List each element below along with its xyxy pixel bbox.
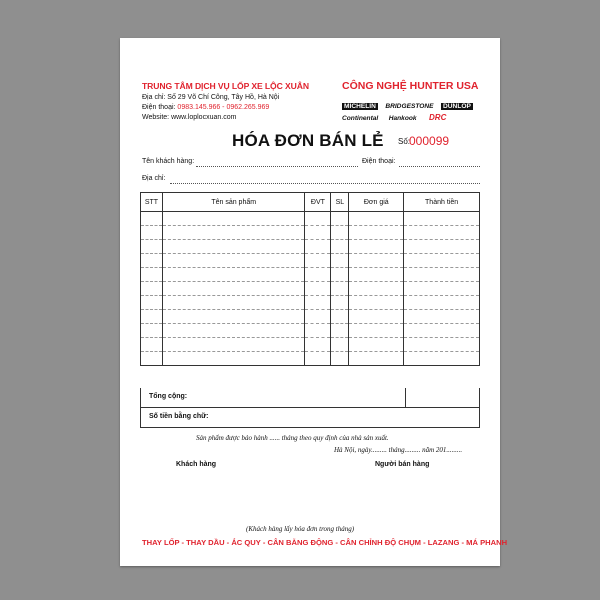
table-cell[interactable]	[331, 296, 349, 310]
table-cell[interactable]	[404, 268, 480, 282]
table-row	[141, 324, 480, 338]
table-cell[interactable]	[305, 338, 331, 352]
brand-row-2	[342, 107, 446, 125]
table-row	[141, 310, 480, 324]
table-row	[141, 254, 480, 268]
total-divider	[405, 388, 406, 407]
table-cell[interactable]	[331, 240, 349, 254]
customer-name-label: Tên khách hàng:	[142, 158, 195, 165]
col-header-stt: STT	[141, 193, 163, 212]
customer-address-line[interactable]	[170, 183, 480, 184]
table-cell[interactable]	[141, 254, 163, 268]
table-row	[141, 282, 480, 296]
date-line: Hà Nội, ngày......... tháng......... năm 201.........	[334, 446, 463, 454]
footer-note: (Khách hàng lấy hóa đơn trong tháng)	[246, 525, 355, 533]
table-cell[interactable]	[141, 352, 163, 366]
michelin-logo: MICHELIN	[344, 103, 376, 110]
drc-logo: DRC	[429, 113, 447, 122]
table-cell[interactable]	[162, 268, 304, 282]
table-cell[interactable]	[404, 226, 480, 240]
customer-name-line[interactable]	[196, 166, 358, 167]
table-cell[interactable]	[305, 296, 331, 310]
table-cell[interactable]	[331, 338, 349, 352]
table-cell[interactable]	[162, 212, 304, 226]
table-cell[interactable]	[349, 338, 404, 352]
tech-heading: CÔNG NGHỆ HUNTER USA	[342, 80, 479, 92]
dunlop-logo: DUNLOP	[443, 103, 471, 110]
col-header-unit: ĐVT	[305, 193, 331, 212]
table-cell[interactable]	[305, 240, 331, 254]
table-cell[interactable]	[349, 296, 404, 310]
table-cell[interactable]	[305, 282, 331, 296]
table-cell[interactable]	[404, 352, 480, 366]
table-cell[interactable]	[305, 310, 331, 324]
table-cell[interactable]	[162, 226, 304, 240]
company-address	[142, 94, 279, 101]
table-cell[interactable]	[305, 268, 331, 282]
total-row	[140, 388, 480, 408]
seller-signature-label: Người bán hàng	[375, 461, 430, 468]
company-phone	[142, 104, 269, 111]
customer-signature-label: Khách hàng	[176, 461, 217, 468]
table-cell[interactable]	[331, 310, 349, 324]
table-cell[interactable]	[162, 296, 304, 310]
total-label: Tổng cộng:	[149, 393, 188, 400]
website-label: Website:	[142, 114, 170, 121]
table-cell[interactable]	[141, 296, 163, 310]
table-cell[interactable]	[349, 268, 404, 282]
table-cell[interactable]	[305, 324, 331, 338]
bridgestone-logo: BRIDGESTONE	[385, 103, 434, 110]
table-cell[interactable]	[404, 296, 480, 310]
customer-phone-line[interactable]	[399, 166, 480, 167]
table-cell[interactable]	[349, 324, 404, 338]
items-table	[140, 192, 480, 366]
amount-in-words-row	[140, 408, 480, 428]
col-header-amount: Thành tiền	[404, 193, 480, 212]
table-cell[interactable]	[141, 212, 163, 226]
table-cell[interactable]	[141, 324, 163, 338]
table-cell[interactable]	[404, 338, 480, 352]
col-header-price: Đơn giá	[349, 193, 404, 212]
table-row	[141, 268, 480, 282]
table-cell[interactable]	[141, 338, 163, 352]
col-header-qty: SL	[331, 193, 349, 212]
table-row	[141, 240, 480, 254]
amount-in-words-label: Số tiền bằng chữ:	[149, 413, 209, 420]
table-cell[interactable]	[404, 324, 480, 338]
table-cell[interactable]	[162, 324, 304, 338]
table-cell[interactable]	[331, 282, 349, 296]
table-header-row	[141, 193, 480, 212]
invoice-number-label: Số:	[398, 137, 411, 146]
table-cell[interactable]	[331, 254, 349, 268]
table-cell[interactable]	[331, 352, 349, 366]
table-cell[interactable]	[349, 240, 404, 254]
phone-label: Điện thoại:	[142, 104, 176, 111]
table-row	[141, 338, 480, 352]
invoice-sheet	[120, 38, 508, 566]
table-cell[interactable]	[331, 212, 349, 226]
table-cell[interactable]	[331, 268, 349, 282]
table-cell[interactable]	[141, 226, 163, 240]
address-value: Số 29 Võ Chí Công, Tây Hồ, Hà Nội	[167, 94, 280, 101]
col-header-product: Tên sản phẩm	[162, 193, 304, 212]
table-cell[interactable]	[349, 352, 404, 366]
customer-phone-label: Điện thoại:	[362, 158, 396, 165]
table-cell[interactable]	[404, 282, 480, 296]
table-cell[interactable]	[141, 240, 163, 254]
address-label: Địa chỉ:	[142, 94, 166, 101]
table-cell[interactable]	[349, 254, 404, 268]
warranty-note: Sản phẩm được bảo hành ...... tháng theo quy định của nhà sản xuất.	[196, 434, 389, 442]
table-cell[interactable]	[305, 226, 331, 240]
hankook-logo: Hankook	[388, 115, 417, 122]
table-row	[141, 296, 480, 310]
table-cell[interactable]	[331, 226, 349, 240]
table-cell[interactable]	[305, 352, 331, 366]
phone-value: 0983.145.966 - 0962.265.969	[177, 104, 270, 111]
table-cell[interactable]	[162, 240, 304, 254]
table-cell[interactable]	[349, 282, 404, 296]
table-cell[interactable]	[141, 268, 163, 282]
table-cell[interactable]	[349, 212, 404, 226]
table-row	[141, 352, 480, 366]
table-cell[interactable]	[404, 212, 480, 226]
customer-address-label: Địa chỉ:	[142, 175, 166, 182]
table-cell[interactable]	[162, 254, 304, 268]
table-cell[interactable]	[404, 240, 480, 254]
website-value: www.loplocxuan.com	[171, 114, 237, 121]
table-row	[141, 212, 480, 226]
table-cell[interactable]	[349, 226, 404, 240]
table-cell[interactable]	[162, 310, 304, 324]
table-cell[interactable]	[162, 352, 304, 366]
company-website	[142, 114, 236, 121]
table-row	[141, 226, 480, 240]
services-line: THAY LỐP - THAY DẦU - ẮC QUY - CÂN BẰNG ĐỘNG - CÂN CHỈNH ĐỘ CHỤM - LAZANG - MÁ PHANH	[142, 538, 508, 547]
table-cell[interactable]	[141, 282, 163, 296]
table-cell[interactable]	[331, 324, 349, 338]
table-cell[interactable]	[404, 310, 480, 324]
table-cell[interactable]	[141, 310, 163, 324]
table-cell[interactable]	[349, 310, 404, 324]
table-cell[interactable]	[162, 282, 304, 296]
table-cell[interactable]	[162, 338, 304, 352]
company-name: TRUNG TÂM DỊCH VỤ LỐP XE LỘC XUÂN	[142, 81, 309, 91]
invoice-title: HÓA ĐƠN BÁN LẺ	[232, 131, 384, 150]
invoice-number: 000099	[409, 134, 450, 148]
continental-logo: Continental	[342, 115, 379, 122]
table-cell[interactable]	[305, 212, 331, 226]
table-cell[interactable]	[404, 254, 480, 268]
table-cell[interactable]	[305, 254, 331, 268]
